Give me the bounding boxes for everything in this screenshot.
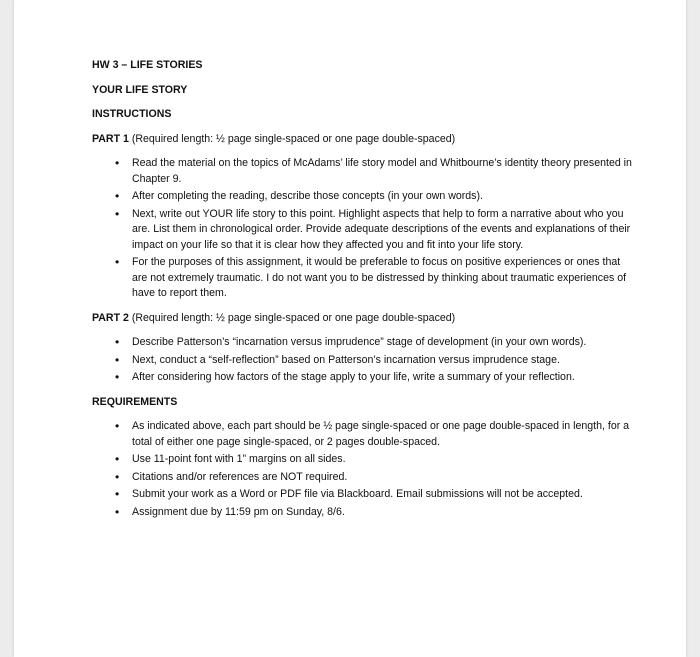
list-item: [92, 189, 632, 205]
list-item-text: Next, write out YOUR life story to this point. Highlight aspects that help to form a narrative about who you are. List them in chronological order. Provide adequate descriptions of the events and explanations of their impact on your life so that it is clear how they affected you and fit into your life story.: [132, 207, 631, 251]
list-item-text: Use 11-point font with 1” margins on all sides.: [132, 453, 346, 465]
list-item-text: Submit your work as a Word or PDF file via Blackboard. Email submissions will not be accepted.: [132, 488, 583, 500]
list-item-text: After considering how factors of the stage apply to your life, write a summary of your reflection.: [132, 371, 575, 383]
bullet-icon: •: [115, 452, 120, 466]
instructions-heading: INSTRUCTIONS: [92, 108, 172, 120]
part1-header: [92, 132, 632, 148]
part1-length: (Required length: ½ page single-spaced or one page double-spaced): [131, 132, 456, 145]
bullet-icon: •: [115, 469, 120, 484]
part2-length: (Required length: ½ page single-spaced or one page double-spaced): [131, 311, 456, 324]
list-item-text: Citations and/or references are NOT required.: [132, 470, 348, 483]
bullet-icon: •: [115, 370, 120, 384]
part2-list: [92, 335, 632, 386]
list-item: [92, 370, 632, 386]
bullet-icon: •: [115, 335, 120, 349]
list-item-text: Assignment due by 11:59 pm on Sunday, 8/6.: [132, 505, 345, 518]
bullet-icon: •: [115, 156, 120, 170]
list-item: [92, 487, 632, 503]
bullet-icon: •: [115, 419, 120, 433]
hw-title: HW 3 – LIFE STORIES: [92, 59, 203, 71]
list-item: [92, 353, 632, 369]
bullet-icon: •: [115, 352, 120, 367]
list-item-text: As indicated above, each part should be ½ page single-spaced or one page double-spaced in length, for a total of either one page single-spaced, or 2 pages double-spaced.: [132, 420, 630, 448]
document-content: [92, 58, 632, 529]
document-page: [14, 0, 686, 657]
part2-label: PART 2: [92, 311, 129, 324]
part1-list: [92, 156, 632, 302]
list-item-text: For the purposes of this assignment, it would be preferable to focus on positive experiences or ones that are not extremely traumatic. I do not want you to be distressed by thinking about traumatic experiences of have to report them.: [132, 256, 627, 299]
list-item: [92, 207, 632, 254]
bullet-icon: •: [115, 504, 120, 519]
list-item: [92, 470, 632, 486]
subtitle: YOUR LIFE STORY: [92, 83, 188, 96]
list-item: [92, 505, 632, 521]
part2-header: [92, 311, 632, 327]
bullet-icon: •: [115, 487, 120, 501]
bullet-icon: •: [115, 255, 120, 269]
list-item: [92, 156, 632, 187]
part1-label: PART 1: [92, 132, 129, 145]
list-item-text: Describe Patterson’s “incarnation versus imprudence” stage of development (in your own words).: [132, 336, 587, 348]
list-item: [92, 419, 632, 450]
list-item: [92, 452, 632, 468]
list-item-text: Next, conduct a “self-reflection” based on Patterson’s incarnation versus imprudence stage.: [132, 353, 560, 366]
requirements-list: [92, 419, 632, 520]
list-item-text: Read the material on the topics of McAdams’ life story model and Whitbourne’s identity theory presented in Chapter 9.: [132, 157, 632, 185]
bullet-icon: •: [115, 189, 120, 203]
bullet-icon: •: [115, 206, 120, 221]
requirements-heading: REQUIREMENTS: [92, 395, 178, 408]
list-item: [92, 255, 632, 302]
list-item-text: After completing the reading, describe those concepts (in your own words).: [132, 190, 483, 202]
list-item: [92, 335, 632, 351]
